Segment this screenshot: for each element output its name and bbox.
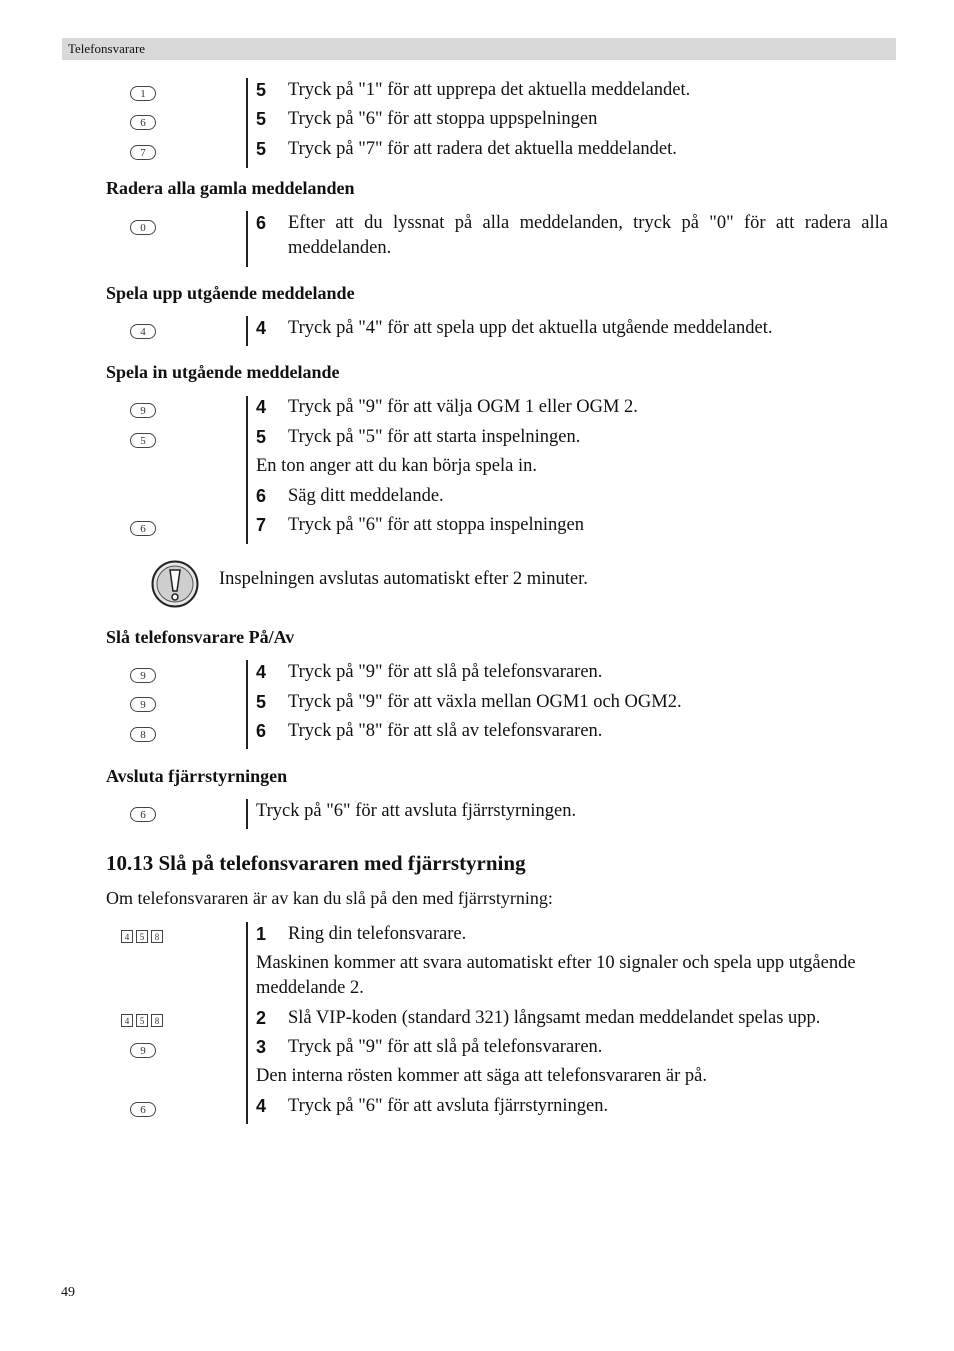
step-text: Tryck på "9" för att välja OGM 1 eller OGM 2.: [288, 397, 638, 417]
step-number: 6: [256, 486, 267, 506]
key-group-458: [121, 930, 163, 944]
key-9-icon: 9: [130, 697, 156, 712]
page-header: [62, 38, 896, 60]
step-text: Säg ditt meddelande.: [288, 486, 444, 506]
step-text: En ton anger att du kan börja spela in.: [256, 456, 538, 476]
key-7-icon: 7: [130, 145, 156, 160]
step-text: Tryck på "6" för att stoppa uppspelningen: [288, 109, 598, 129]
step-number: 5: [256, 109, 267, 129]
key-4-icon: 4: [130, 324, 156, 339]
step-number: 4: [256, 662, 267, 682]
key-1-icon: 1: [130, 86, 156, 101]
step-line: [256, 922, 888, 947]
step-number: 5: [256, 692, 267, 712]
step-line: [256, 1035, 888, 1060]
key-0-icon: 0: [130, 220, 156, 235]
key-6-icon: 6: [130, 807, 156, 822]
key-4-icon: 4: [121, 1014, 133, 1027]
section-intro: Om telefonsvararen är av kan du slå på den med fjärrstyrning:: [106, 888, 553, 908]
step-divider: [246, 660, 248, 749]
step-line: [256, 690, 888, 715]
step-text: Tryck på "5" för att starta inspelningen.: [288, 427, 581, 447]
key-9-icon: 9: [130, 403, 156, 418]
page-number: 49: [61, 1285, 75, 1300]
key-9-icon: 9: [130, 1043, 156, 1058]
step-number: 5: [256, 139, 267, 159]
step-number: 3: [256, 1037, 267, 1057]
heading-delete-all: Radera alla gamla meddelanden: [106, 178, 355, 198]
heading-toggle: Slå telefonsvarare På/Av: [106, 627, 295, 647]
step-line: [256, 78, 888, 103]
heading-end-remote: Avsluta fjärrstyrningen: [106, 766, 288, 786]
step-line: [256, 1064, 888, 1089]
header-title: Telefonsvarare: [68, 41, 146, 56]
key-9-icon: 9: [130, 668, 156, 683]
step-text: Tryck på "8" för att slå av telefonsvararen.: [288, 721, 603, 741]
step-divider: [246, 799, 248, 829]
step-line: [256, 454, 888, 479]
step-text: Tryck på "9" för att växla mellan OGM1 och OGM2.: [288, 692, 682, 712]
step-text: Tryck på "6" för att stoppa inspelningen: [288, 515, 584, 535]
step-line: [256, 395, 888, 420]
step-line: [256, 211, 888, 261]
key-5-icon: 5: [136, 1014, 148, 1027]
step-number: 6: [256, 721, 267, 741]
step-number: 4: [256, 318, 267, 338]
step-text: Den interna rösten kommer att säga att telefonsvararen är på.: [256, 1066, 708, 1086]
key-6-icon: 6: [130, 521, 156, 536]
key-4-icon: 4: [121, 930, 133, 943]
step-line: [256, 660, 888, 685]
key-group-458: [121, 1014, 163, 1028]
step-line: [256, 484, 888, 509]
step-number: 4: [256, 397, 267, 417]
step-number: 7: [256, 515, 267, 535]
step-divider: [246, 78, 248, 168]
step-line: [256, 513, 888, 538]
step-text: Tryck på "6" för att avsluta fjärrstyrningen.: [288, 1096, 609, 1116]
step-line: [256, 316, 888, 341]
key-8-icon: 8: [151, 930, 163, 943]
step-number: 6: [256, 213, 267, 233]
key-6-icon: 6: [130, 1102, 156, 1117]
warning-note: Inspelningen avslutas automatiskt efter 2 minuter.: [219, 569, 588, 589]
key-5-icon: 5: [130, 433, 156, 448]
step-line: [256, 1094, 888, 1119]
step-text: Maskinen kommer att svara automatiskt efter 10 signaler och spela upp utgående meddelande 2.: [256, 953, 856, 998]
step-number: 1: [256, 924, 267, 944]
key-8-icon: 8: [130, 727, 156, 742]
step-number: 2: [256, 1008, 267, 1028]
step-line: [256, 107, 888, 132]
step-line: [256, 719, 888, 744]
step-text: Tryck på "9" för att slå på telefonsvararen.: [288, 1037, 603, 1057]
step-text: Slå VIP-koden (standard 321) långsamt medan meddelandet spelas upp.: [288, 1008, 821, 1028]
step-divider: [246, 922, 248, 1124]
step-text: Tryck på "6" för att avsluta fjärrstyrningen.: [256, 801, 577, 821]
step-line: [256, 425, 888, 450]
step-text: Tryck på "1" för att upprepa det aktuella meddelandet.: [288, 80, 691, 100]
step-text: Tryck på "9" för att slå på telefonsvararen.: [288, 662, 603, 682]
step-text: Ring din telefonsvarare.: [288, 924, 467, 944]
step-line: [256, 1006, 888, 1031]
section-title: 10.13 Slå på telefonsvararen med fjärrstyrning: [106, 851, 526, 875]
step-line: [256, 137, 888, 162]
warning-icon: [151, 560, 199, 608]
step-number: 5: [256, 80, 267, 100]
step-line: [256, 799, 888, 824]
key-6-icon: 6: [130, 115, 156, 130]
step-number: 4: [256, 1096, 267, 1116]
step-divider: [246, 396, 248, 544]
heading-record-ogm: Spela in utgående meddelande: [106, 362, 340, 382]
heading-play-ogm: Spela upp utgående meddelande: [106, 283, 355, 303]
step-divider: [246, 211, 248, 267]
key-8-icon: 8: [151, 1014, 163, 1027]
step-text: Tryck på "7" för att radera det aktuella meddelandet.: [288, 139, 677, 159]
step-number: 5: [256, 427, 267, 447]
key-5-icon: 5: [136, 930, 148, 943]
step-text: Efter att du lyssnat på alla meddelanden, tryck på "0" för att radera alla meddelanden.: [288, 213, 888, 258]
step-divider: [246, 316, 248, 346]
step-text: Tryck på "4" för att spela upp det aktuella utgående meddelandet.: [288, 318, 773, 338]
step-line: [256, 951, 856, 1001]
